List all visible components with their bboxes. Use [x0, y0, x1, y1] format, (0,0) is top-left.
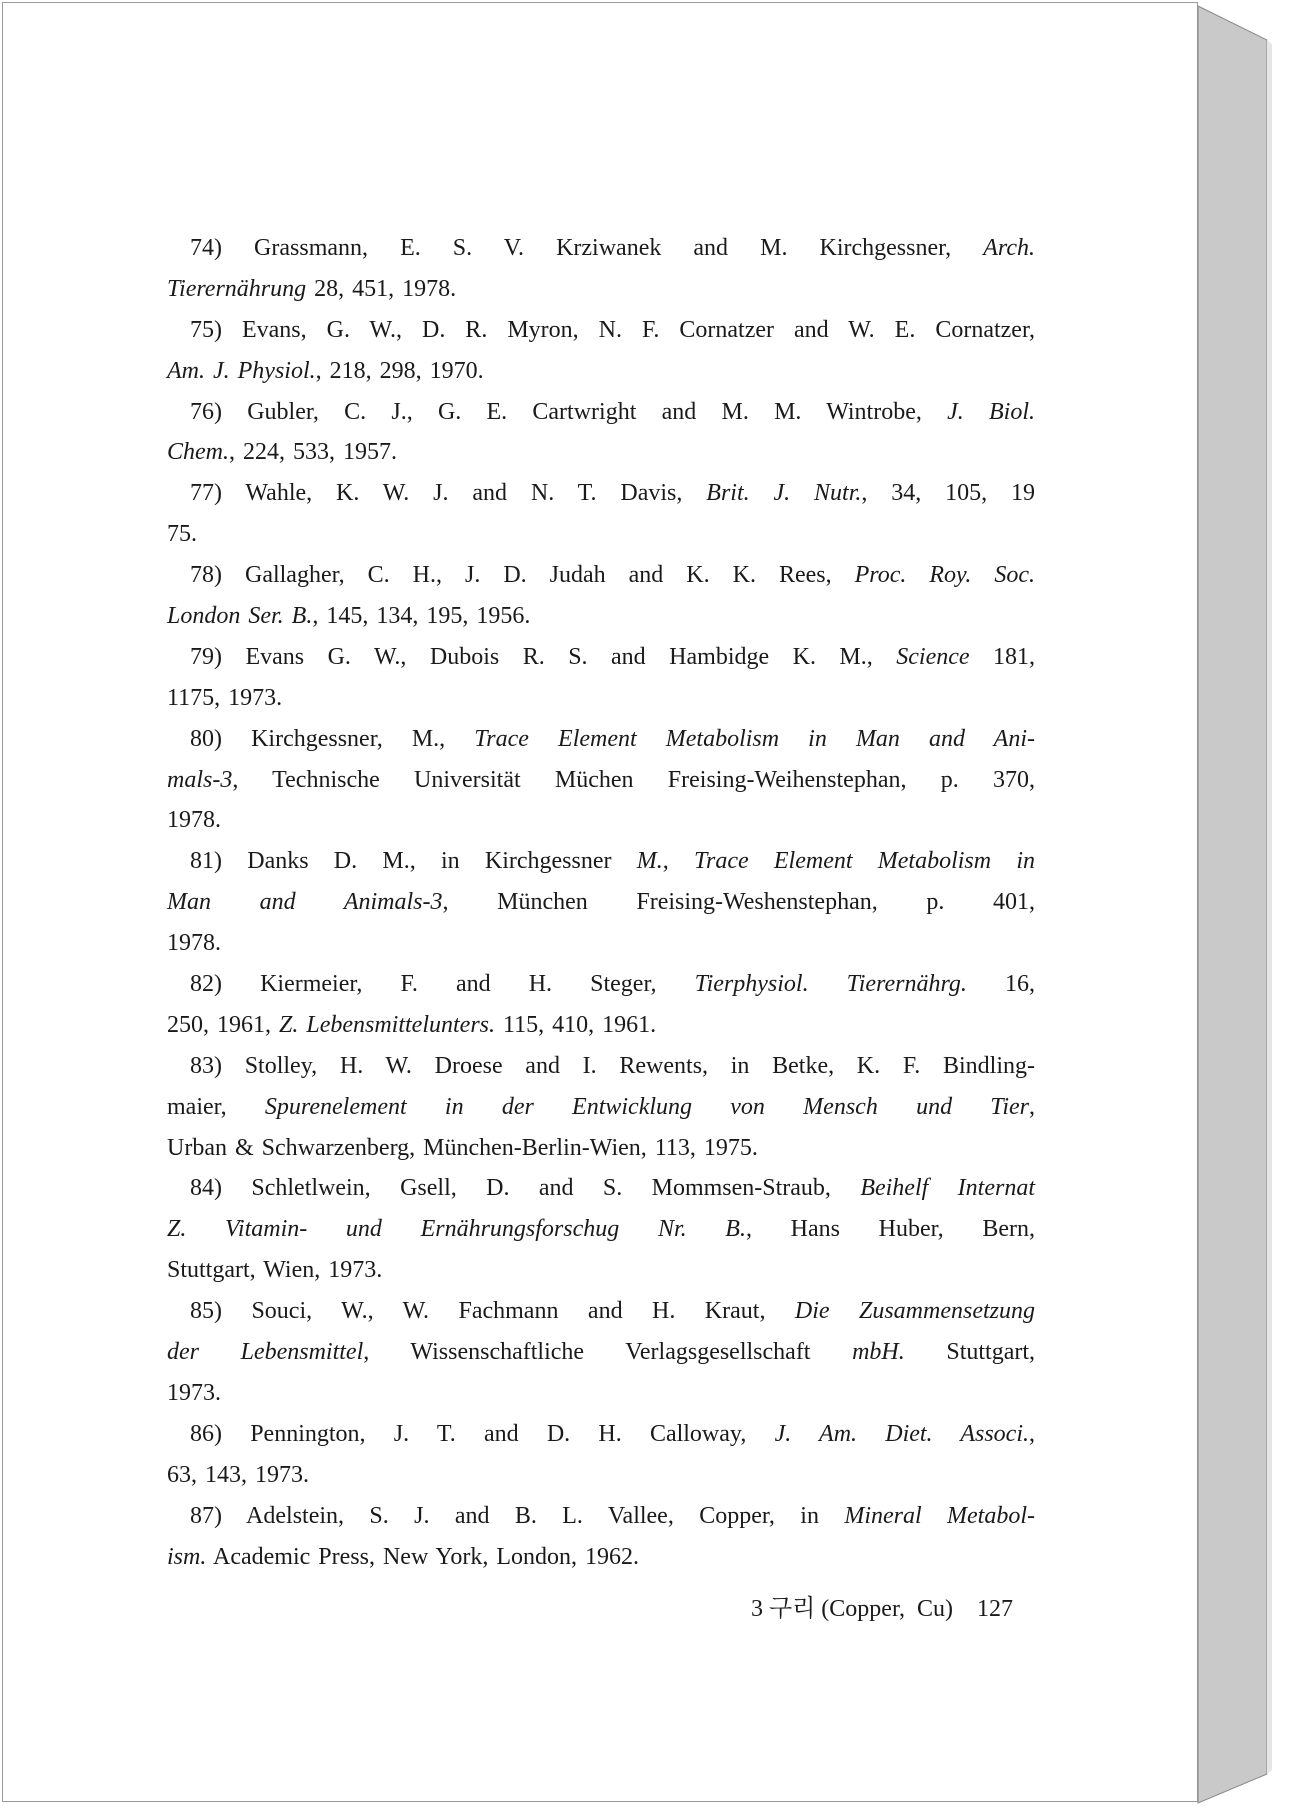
- reference-line: [167, 1046, 1035, 1087]
- running-footer-chapter: 3 구리 (Copper, Cu): [750, 1596, 953, 1622]
- reference-line: [167, 555, 1035, 596]
- reference-line: [167, 392, 1035, 433]
- citation-text: 77) Wahle, K. W. J. and N. T. Davis,: [190, 480, 707, 507]
- reference-entry: [167, 555, 1035, 637]
- italic-citation-text: Mineral Metabol-: [844, 1502, 1035, 1529]
- italic-citation-text: Proc. Roy. Soc.: [854, 562, 1036, 589]
- citation-text: 63, 143, 1973.: [167, 1461, 309, 1488]
- reference-line: [167, 1209, 1035, 1250]
- reference-line: [167, 1332, 1035, 1373]
- italic-citation-text: Tierphysiol. Tierernährg.: [694, 971, 967, 998]
- italic-citation-text: mals-3: [167, 766, 233, 793]
- reference-entry: [167, 473, 1035, 555]
- reference-line: [167, 719, 1035, 760]
- citation-text: 83) Stolley, H. W. Droese and I. Rewents, in Betke, K. F. Bindling-: [190, 1052, 1035, 1079]
- reference-entry: [167, 964, 1035, 1046]
- citation-text: ,: [662, 848, 694, 875]
- citation-text: 1978.: [167, 807, 221, 834]
- italic-citation-text: J. Am. Diet. Associ.: [774, 1420, 1029, 1447]
- citation-text: , 145, 134, 195, 1956.: [312, 603, 531, 630]
- citation-text: 250, 1961,: [167, 1011, 279, 1038]
- citation-text: 76) Gubler, C. J., G. E. Cartwright and M. M. Wintrobe,: [190, 398, 948, 425]
- citation-text: 87) Adelstein, S. J. and B. L. Vallee, Copper, in: [190, 1502, 845, 1529]
- citation-text: , 224, 533, 1957.: [229, 439, 397, 466]
- citation-text: Academic Press, New York, London, 1962.: [206, 1543, 639, 1570]
- citation-text: 1978.: [167, 930, 221, 957]
- italic-citation-text: der Lebensmittel: [167, 1339, 364, 1366]
- reference-line: [167, 228, 1035, 269]
- citation-text: , Wissenschaftliche Verlagsgesellschaft: [363, 1339, 853, 1366]
- citation-text: 79) Evans G. W., Dubois R. S. and Hambidge K. M.,: [190, 643, 897, 670]
- reference-line: [167, 1168, 1035, 1209]
- reference-line: [167, 473, 1035, 514]
- reference-entry: [167, 228, 1035, 310]
- reference-line: [167, 1291, 1035, 1332]
- italic-citation-text: J. Biol.: [947, 398, 1035, 425]
- reference-line: [167, 800, 1035, 841]
- reference-list: [167, 228, 1035, 1577]
- citation-text: 28, 451, 1978.: [306, 275, 457, 302]
- reference-line: [167, 310, 1035, 351]
- citation-text: , München Freising-Weshenstephan, p. 401,: [442, 889, 1035, 916]
- citation-text: maier,: [167, 1093, 265, 1120]
- citation-text: Stuttgart, Wien, 1973.: [167, 1257, 383, 1284]
- italic-citation-text: Am. J. Physiol.: [167, 357, 316, 384]
- italic-citation-text: Beihelf Internat: [860, 1175, 1035, 1202]
- reference-line: [167, 760, 1035, 801]
- citation-text: 86) Pennington, J. T. and D. H. Calloway,: [190, 1420, 775, 1447]
- reference-entry: [167, 719, 1035, 842]
- italic-citation-text: Die Zusammensetzung: [794, 1298, 1035, 1325]
- reference-entry: [167, 1291, 1035, 1414]
- citation-text: Urban & Schwarzenberg, München-Berlin-Wien, 113, 1975.: [167, 1134, 758, 1161]
- citation-text: 1973.: [167, 1379, 221, 1406]
- reference-line: [167, 841, 1035, 882]
- citation-text: 1175, 1973.: [167, 684, 283, 711]
- italic-citation-text: ism.: [167, 1543, 207, 1570]
- italic-citation-text: Man and Animals-3: [167, 889, 443, 916]
- citation-text: 81) Danks D. M., in Kirchgessner: [190, 848, 637, 875]
- reference-line: [167, 1414, 1035, 1455]
- citation-text: , Technische Universität Müchen Freising-Weihenstephan, p. 370,: [232, 766, 1035, 793]
- reference-line: [167, 1537, 1035, 1578]
- italic-citation-text: Trace Element Metabolism in: [693, 848, 1035, 875]
- reference-entry: [167, 1414, 1035, 1496]
- italic-citation-text: M.: [636, 848, 663, 875]
- italic-citation-text: Trace Element Metabolism in Man and Ani-: [474, 725, 1036, 752]
- reference-line: [167, 1087, 1035, 1128]
- citation-text: , 218, 298, 1970.: [315, 357, 484, 384]
- citation-text: , Hans Huber, Bern,: [745, 1216, 1035, 1243]
- reference-entry: [167, 1046, 1035, 1169]
- reference-line: [167, 1373, 1035, 1414]
- italic-citation-text: Science: [896, 643, 970, 670]
- citation-text: Stuttgart,: [904, 1339, 1036, 1366]
- reference-line: [167, 678, 1035, 719]
- page-footer: [700, 1588, 1013, 1623]
- reference-line: [167, 1455, 1035, 1496]
- reference-entry: [167, 841, 1035, 964]
- citation-text: 85) Souci, W., W. Fachmann and H. Kraut,: [190, 1298, 795, 1325]
- reference-line: [167, 514, 1035, 555]
- italic-citation-text: Z. Lebensmittelunters.: [279, 1011, 495, 1038]
- citation-text: 84) Schletlwein, Gsell, D. and S. Mommsen-Straub,: [190, 1175, 861, 1202]
- reference-line: [167, 964, 1035, 1005]
- citation-text: 74) Grassmann, E. S. V. Krziwanek and M. Kirchgessner,: [190, 235, 984, 261]
- reference-line: [167, 269, 1035, 310]
- reference-entry: [167, 637, 1035, 719]
- italic-citation-text: Chem.: [167, 439, 229, 466]
- reference-line: [167, 1128, 1035, 1169]
- citation-text: 78) Gallagher, C. H., J. D. Judah and K. K. Rees,: [190, 562, 855, 589]
- reference-line: [167, 432, 1035, 473]
- italic-citation-text: Arch.: [983, 235, 1035, 261]
- reference-entry: [167, 1168, 1035, 1291]
- italic-citation-text: London Ser. B.: [167, 603, 313, 630]
- reference-line: [167, 1005, 1035, 1046]
- reference-line: [167, 882, 1035, 923]
- italic-citation-text: mbH.: [852, 1339, 905, 1366]
- reference-line: [167, 1496, 1035, 1537]
- page-number: 127: [977, 1596, 1013, 1622]
- italic-citation-text: Spurenelement in der Entwicklung von Mensch und Tier: [264, 1093, 1029, 1120]
- italic-citation-text: Z. Vitamin- und Ernährungsforschug Nr. B.: [167, 1216, 746, 1243]
- reference-line: [167, 596, 1035, 637]
- reference-line: [167, 923, 1035, 964]
- italic-citation-text: Tierernährung: [167, 275, 307, 302]
- citation-text: 75.: [167, 521, 197, 548]
- citation-text: 16,: [966, 971, 1036, 998]
- citation-text: , 34, 105, 19: [861, 480, 1036, 507]
- italic-citation-text: Brit. J. Nutr.: [706, 480, 862, 507]
- citation-text: ,: [1029, 1420, 1035, 1447]
- reference-entry: [167, 310, 1035, 392]
- reference-entry: [167, 392, 1035, 474]
- reference-line: [167, 351, 1035, 392]
- citation-text: 80) Kirchgessner, M.,: [190, 725, 475, 752]
- reference-entry: [167, 1496, 1035, 1578]
- reference-line: [167, 637, 1035, 678]
- citation-text: 75) Evans, G. W., D. R. Myron, N. F. Cornatzer and W. E. Cornatzer,: [190, 316, 1035, 343]
- citation-text: 82) Kiermeier, F. and H. Steger,: [190, 971, 695, 998]
- reference-line: [167, 1250, 1035, 1291]
- citation-text: ,: [1029, 1093, 1035, 1120]
- citation-text: 181,: [969, 643, 1036, 670]
- citation-text: 115, 410, 1961.: [495, 1011, 657, 1038]
